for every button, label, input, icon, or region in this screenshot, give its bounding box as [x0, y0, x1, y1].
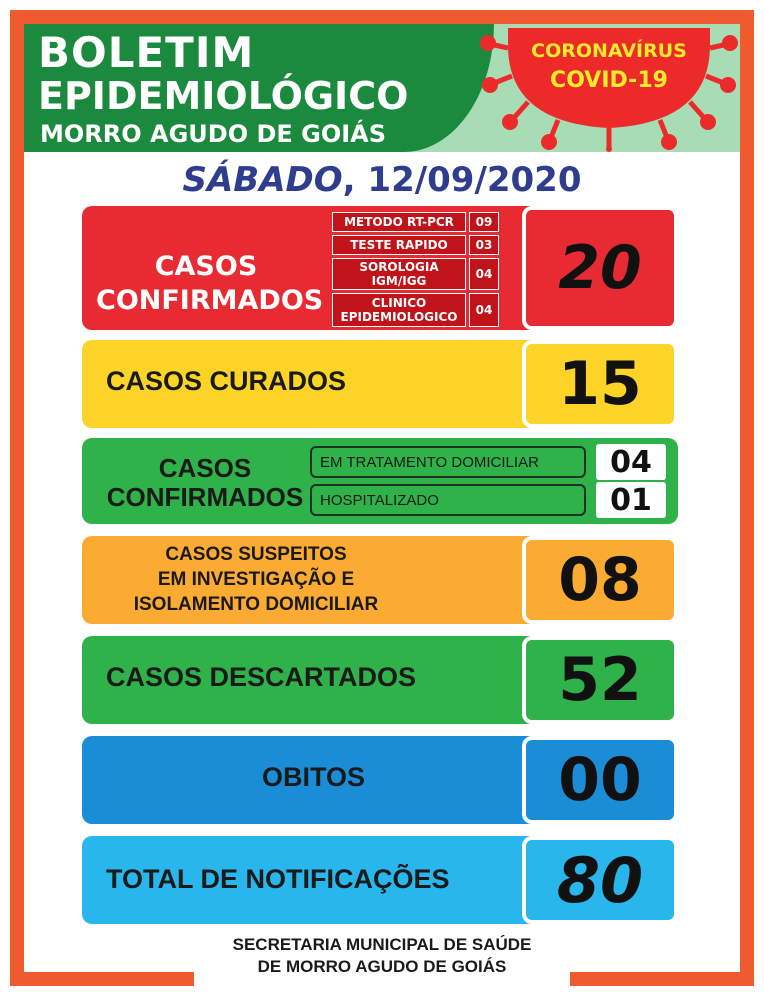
cured-cases-row [82, 340, 678, 428]
confirmed-label-line-1: CASOS [154, 251, 258, 282]
coronavirus-icon [478, 28, 740, 152]
home-treatment-value: 04 [596, 444, 666, 480]
footer-line-1: SECRETARIA MUNICIPAL DE SAÚDE [232, 935, 532, 954]
method-label: TESTE RAPIDO [332, 235, 466, 255]
suspected-label-line-2: EM INVESTIGAÇÃO E [157, 569, 355, 590]
badge-covid-label: COVID-19 [550, 68, 668, 93]
method-label: SOROLOGIA IGM/IGG [332, 258, 466, 290]
deaths-label: OBITOS [262, 762, 366, 792]
method-value: 04 [469, 258, 499, 290]
cured-cases-value: 15 [522, 340, 678, 428]
method-value: 09 [469, 212, 499, 232]
method-row [332, 212, 500, 232]
discarded-cases-label: CASOS DESCARTADOS [106, 662, 417, 692]
border-top [10, 10, 754, 24]
method-label: METODO RT-PCR [332, 212, 466, 232]
discarded-cases-value: 52 [522, 636, 678, 724]
hospitalized-label: HOSPITALIZADO [310, 484, 586, 516]
border-left [10, 10, 24, 986]
confirmed-label-line-2: CONFIRMADOS [96, 285, 324, 316]
cured-cases-label: CASOS CURADOS [106, 366, 347, 396]
report-date [0, 160, 764, 200]
status-label-line-2: CONFIRMADOS [106, 482, 304, 512]
suspected-cases-value: 08 [522, 536, 678, 624]
border-right [740, 10, 754, 986]
suspected-cases-label [94, 542, 418, 617]
title-line-2: EPIDEMIOLÓGICO [38, 74, 409, 118]
status-label-line-1: CASOS [158, 453, 252, 483]
title-line-3: MORRO AGUDO DE GOIÁS [40, 120, 387, 148]
badge-coronavirus-label: CORONAVÍRUS [531, 40, 687, 62]
date-value: 12/09/2020 [367, 160, 582, 200]
total-notifications-row [82, 836, 678, 924]
suspected-cases-row [82, 536, 678, 624]
hospitalized-value: 01 [596, 482, 666, 518]
method-value: 03 [469, 235, 499, 255]
deaths-row [82, 736, 678, 824]
date-separator: , [342, 160, 356, 200]
title-line-1: BOLETIM [38, 28, 255, 77]
confirmed-status-label [100, 454, 310, 512]
suspected-label-line-1: CASOS SUSPEITOS [165, 544, 347, 565]
footer-line-2: DE MORRO AGUDO DE GOIÁS [257, 957, 507, 976]
method-row [332, 258, 500, 290]
home-treatment-label: EM TRATAMENTO DOMICILIAR [310, 446, 586, 478]
confirmed-cases-row [82, 206, 678, 330]
discarded-cases-row [82, 636, 678, 724]
method-label: CLINICO EPIDEMIOLOGICO [332, 293, 466, 327]
confirmed-status-row [82, 438, 678, 524]
method-value: 04 [469, 293, 499, 327]
deaths-value: 00 [522, 736, 678, 824]
total-notifications-value: 80 [522, 836, 678, 924]
confirmed-status-panel [82, 438, 678, 524]
total-notifications-label: TOTAL DE NOTIFICAÇÕES [106, 864, 450, 894]
test-methods-table [332, 212, 500, 330]
suspected-label-line-3: ISOLAMENTO DOMICILIAR [133, 594, 379, 615]
footer [0, 934, 764, 978]
method-row [332, 235, 500, 255]
confirmed-cases-value: 20 [522, 206, 678, 330]
header-title-panel [24, 24, 494, 152]
weekday: SÁBADO [182, 160, 343, 200]
confirmed-cases-label [96, 250, 324, 318]
method-row [332, 293, 500, 327]
